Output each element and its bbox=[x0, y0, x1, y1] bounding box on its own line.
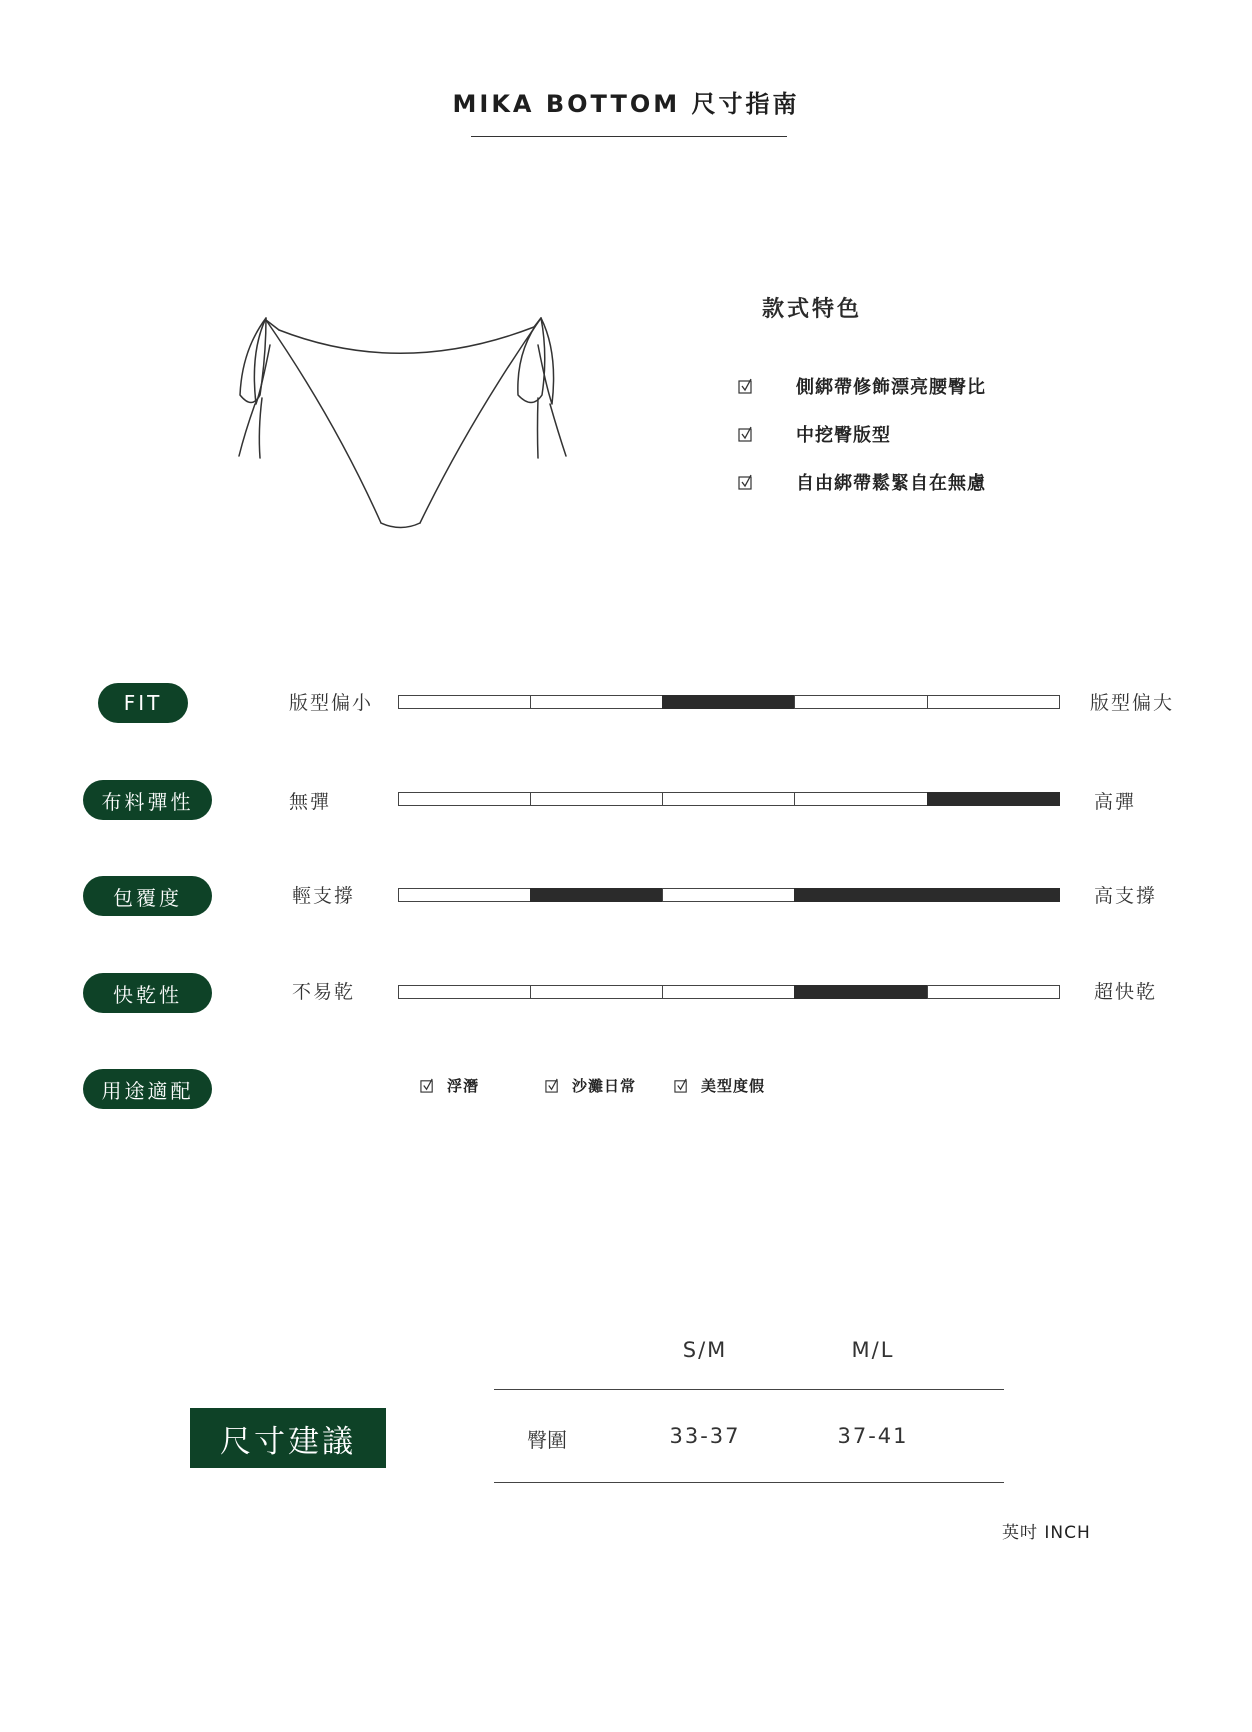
page-title: MIKA BOTTOM 尺寸指南 bbox=[452, 90, 800, 118]
feature-item bbox=[738, 467, 986, 497]
size-value: 37-41 bbox=[837, 1424, 909, 1448]
rating-label-quick-dry: 快乾性 bbox=[83, 973, 212, 1013]
usage-item-label: 美型度假 bbox=[701, 1076, 766, 1095]
feature-item bbox=[738, 419, 891, 449]
usage-label: 用途適配 bbox=[83, 1069, 212, 1109]
checkbox-check-icon bbox=[738, 378, 754, 394]
rating-scale bbox=[398, 695, 1060, 709]
rating-low-label: 版型偏小 bbox=[289, 692, 374, 714]
bikini-bottom-illustration bbox=[226, 310, 586, 540]
scale-segment bbox=[662, 888, 795, 902]
feature-label: 中挖臀版型 bbox=[796, 425, 891, 446]
size-column-header: S/M bbox=[682, 1338, 728, 1362]
rating-label-elasticity: 布料彈性 bbox=[83, 780, 212, 820]
scale-segment bbox=[927, 888, 1060, 902]
rating-high-label: 版型偏大 bbox=[1090, 692, 1175, 714]
checkbox-check-icon bbox=[738, 426, 754, 442]
scale-segment bbox=[530, 695, 663, 709]
usage-item-label: 浮潛 bbox=[447, 1076, 480, 1095]
usage-item bbox=[674, 1073, 765, 1097]
rating-low-label: 輕支撐 bbox=[292, 885, 356, 907]
size-row-label: 臀圍 bbox=[527, 1428, 567, 1452]
scale-segment bbox=[794, 888, 927, 902]
feature-label: 自由綁帶鬆緊自在無慮 bbox=[796, 473, 986, 494]
scale-segment bbox=[530, 985, 663, 999]
scale-segment bbox=[662, 792, 795, 806]
usage-item-label: 沙灘日常 bbox=[572, 1076, 637, 1095]
checkbox-check-icon bbox=[420, 1078, 435, 1093]
size-value: 33-37 bbox=[669, 1424, 741, 1448]
rating-low-label: 不易乾 bbox=[292, 981, 356, 1003]
unit-label: 英吋 INCH bbox=[1002, 1523, 1091, 1543]
size-column-header: M/L bbox=[851, 1338, 895, 1362]
rating-high-label: 高支撐 bbox=[1094, 885, 1158, 907]
table-divider bbox=[494, 1389, 1004, 1390]
checkbox-check-icon bbox=[545, 1078, 560, 1093]
scale-segment bbox=[794, 695, 927, 709]
feature-label: 側綁帶修飾漂亮腰臀比 bbox=[796, 377, 986, 398]
rating-scale bbox=[398, 888, 1060, 902]
rating-high-label: 高彈 bbox=[1094, 791, 1137, 813]
size-recommendation-label: 尺寸建議 bbox=[190, 1408, 386, 1468]
scale-segment bbox=[398, 792, 531, 806]
scale-segment bbox=[398, 695, 531, 709]
title-divider bbox=[471, 136, 787, 137]
rating-label-coverage: 包覆度 bbox=[83, 876, 212, 916]
scale-segment bbox=[398, 888, 531, 902]
checkbox-check-icon bbox=[674, 1078, 689, 1093]
scale-segment bbox=[530, 792, 663, 806]
scale-segment bbox=[662, 985, 795, 999]
scale-segment bbox=[530, 888, 663, 902]
checkbox-check-icon bbox=[738, 474, 754, 490]
scale-segment bbox=[398, 985, 531, 999]
usage-item bbox=[420, 1073, 479, 1097]
rating-low-label: 無彈 bbox=[289, 791, 332, 813]
scale-segment bbox=[794, 792, 927, 806]
feature-item bbox=[738, 371, 986, 401]
scale-segment bbox=[927, 695, 1060, 709]
scale-segment bbox=[927, 792, 1060, 806]
rating-scale bbox=[398, 985, 1060, 999]
rating-label-fit: FIT bbox=[98, 683, 188, 723]
rating-scale bbox=[398, 792, 1060, 806]
rating-high-label: 超快乾 bbox=[1094, 981, 1158, 1003]
scale-segment bbox=[662, 695, 795, 709]
scale-segment bbox=[794, 985, 927, 999]
features-heading: 款式特色 bbox=[762, 297, 863, 322]
table-divider bbox=[494, 1482, 1004, 1483]
usage-item bbox=[545, 1073, 636, 1097]
scale-segment bbox=[927, 985, 1060, 999]
